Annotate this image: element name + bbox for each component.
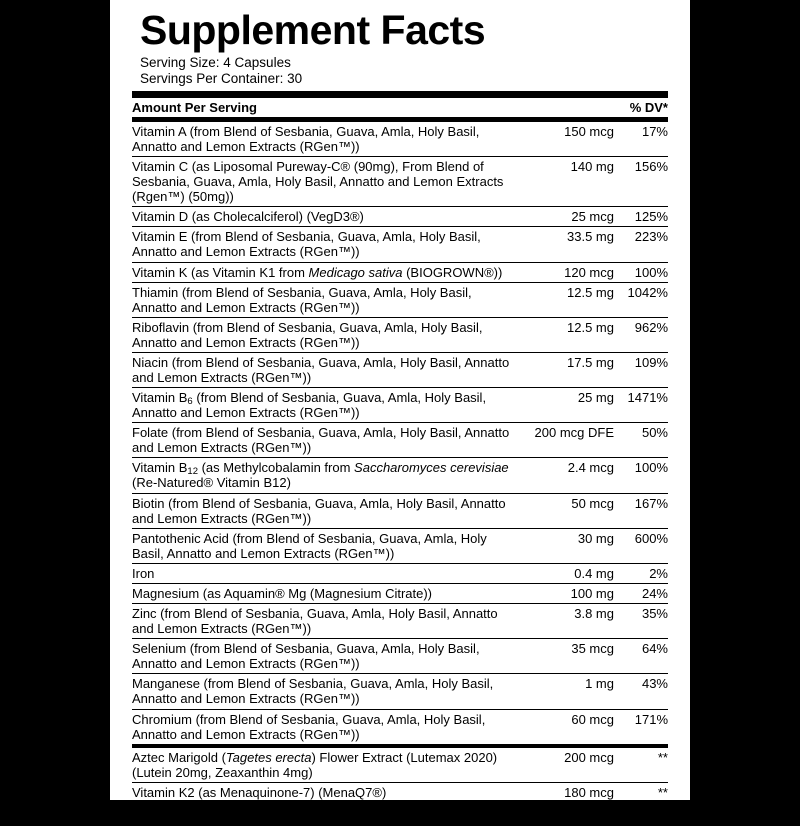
nutrient-daily-value: 35% <box>614 604 668 639</box>
nutrient-daily-value: 1042% <box>614 282 668 317</box>
nutrient-amount: 17.5 mg <box>514 352 614 387</box>
nutrient-name: Iron <box>132 563 514 583</box>
divider-medium-bottom <box>132 802 668 806</box>
nutrient-daily-value: 24% <box>614 583 668 603</box>
table-row <box>132 227 668 262</box>
nutrient-name: Magnesium (as Aquamin® Mg (Magnesium Citrate)) <box>132 583 514 603</box>
nutrient-amount: 150 mcg <box>514 122 614 157</box>
nutrient-daily-value: 171% <box>634 711 668 727</box>
nutrient-amount: 200 mcg DFE <box>514 423 614 458</box>
nutrient-daily-value: 600% <box>614 528 668 563</box>
nutrient-name: Manganese (from Blend of Sesbania, Guava, Amla, Holy Basil, Annatto and Lemon Extracts (RGen™)) <box>132 674 514 709</box>
nutrient-daily-value: 167% <box>614 493 668 528</box>
nutrient-name: Niacin (from Blend of Sesbania, Guava, Amla, Holy Basil, Annatto and Lemon Extracts (RGen™)) <box>132 352 514 387</box>
nutrient-amount: 180 mcg <box>564 784 614 800</box>
nutrient-amount: 60 mcg <box>571 711 614 727</box>
nutrient-amount: 35 mcg <box>514 639 614 674</box>
nutrient-name: Vitamin B6 (from Blend of Sesbania, Guava, Amla, Holy Basil, Annatto and Lemon Extracts (RGen™)) <box>132 388 514 423</box>
nutrient-amount: 33.5 mg <box>514 227 614 262</box>
footnote: **Daily Values not established. *Percent Daily Values (DV) are based on a 2000 calorie diet. <box>132 810 640 825</box>
nutrient-daily-value: 1471% <box>614 388 668 423</box>
servings-per-container: Servings Per Container: 30 <box>140 70 303 86</box>
nutrient-name: Vitamin D (as Cholecalciferol) (VegD3®) <box>132 207 514 227</box>
table-row <box>132 352 668 387</box>
nutrient-daily-value: 109% <box>614 352 668 387</box>
table-row <box>132 458 668 493</box>
dv-header: % DV* <box>614 98 668 118</box>
nutrient-name: Vitamin E (from Blend of Sesbania, Guava, Amla, Holy Basil, Annatto and Lemon Extracts (RGen™)) <box>132 227 514 262</box>
table-row <box>132 709 668 744</box>
nutrient-name: Biotin (from Blend of Sesbania, Guava, Amla, Holy Basil, Annatto and Lemon Extracts (RGen™)) <box>132 493 514 528</box>
nutrient-amount: 30 mg <box>514 528 614 563</box>
serving-size: Serving Size: 4 Capsules <box>140 55 291 70</box>
table-row <box>132 528 668 563</box>
table-row <box>132 262 668 282</box>
nutrient-name: Vitamin C (as Liposomal Pureway-C® (90mg), From Blend of Sesbania, Guava, Amla, Holy Basil, Annatto and Lemon Extracts (Rgen™) (50mg)) <box>132 157 514 207</box>
nutrient-amount: 0.4 mg <box>514 563 614 583</box>
nutrient-daily-value: 50% <box>614 423 668 458</box>
amount-per-serving-header: Amount Per Serving <box>132 98 514 118</box>
nutrient-name: Vitamin B12 (as Methylcobalamin from Saccharomyces cerevisiae (Re-Natured® Vitamin B12) <box>132 458 514 493</box>
nutrient-name: Selenium (from Blend of Sesbania, Guava, Amla, Holy Basil, Annatto and Lemon Extracts (RGen™)) <box>132 639 514 674</box>
nutrient-daily-value: ** <box>657 784 668 800</box>
table-row <box>132 282 668 317</box>
nutrient-rows-secondary <box>132 748 668 802</box>
nutrient-name: Riboflavin (from Blend of Sesbania, Guava, Amla, Holy Basil, Annatto and Lemon Extracts (RGen™)) <box>132 317 514 352</box>
nutrient-amount: 25 mg <box>514 388 614 423</box>
table-row <box>132 563 668 583</box>
nutrient-amount: 1 mg <box>514 674 614 709</box>
table-row <box>132 748 668 783</box>
nutrient-amount: 50 mcg <box>514 493 614 528</box>
nutrient-daily-value: 2% <box>614 563 668 583</box>
nutrient-table <box>132 98 668 118</box>
divider-thick-top <box>132 91 668 98</box>
nutrient-name: Vitamin K2 (as Menaquinone-7) (MenaQ7®) <box>132 784 387 800</box>
table-row <box>132 493 668 528</box>
supplement-facts-panel <box>110 0 690 825</box>
nutrient-daily-value: 100% <box>614 262 668 282</box>
amount-header-spacer <box>514 98 614 118</box>
nutrient-amount: 200 mcg <box>514 748 614 783</box>
nutrient-name: Vitamin K (as Vitamin K1 from Medicago sativa (BIOGROWN®)) <box>132 262 514 282</box>
table-row <box>132 122 668 157</box>
nutrient-name: Folate (from Blend of Sesbania, Guava, Amla, Holy Basil, Annatto and Lemon Extracts (RGen™)) <box>132 423 514 458</box>
page-title: Supplement Facts <box>140 7 486 53</box>
nutrient-name: Zinc (from Blend of Sesbania, Guava, Amla, Holy Basil, Annatto and Lemon Extracts (RGen™)) <box>132 604 514 639</box>
table-row <box>132 604 668 639</box>
nutrient-daily-value: 962% <box>614 317 668 352</box>
table-row <box>132 423 668 458</box>
table-row <box>132 782 668 802</box>
nutrient-name: Aztec Marigold (Tagetes erecta) Flower Extract (Lutemax 2020) (Lutein 20mg, Zeaxanthin 4mg) <box>132 748 514 783</box>
nutrient-name: Chromium (from Blend of Sesbania, Guava, Amla, Holy Basil, Annatto and Lemon Extracts (RGen™)) <box>132 711 486 742</box>
nutrient-amount: 2.4 mcg <box>514 458 614 493</box>
nutrient-amount: 12.5 mg <box>514 282 614 317</box>
nutrient-daily-value: 125% <box>614 207 668 227</box>
table-row <box>132 317 668 352</box>
nutrient-rows-primary <box>132 122 668 744</box>
nutrient-amount: 3.8 mg <box>514 604 614 639</box>
table-header-row <box>132 98 668 118</box>
nutrient-daily-value: 156% <box>614 157 668 207</box>
table-row <box>132 583 668 603</box>
nutrient-daily-value: 17% <box>614 122 668 157</box>
table-row <box>132 388 668 423</box>
nutrient-amount: 100 mg <box>514 583 614 603</box>
nutrient-name: Thiamin (from Blend of Sesbania, Guava, Amla, Holy Basil, Annatto and Lemon Extracts (RGen™)) <box>132 282 514 317</box>
serving-info <box>140 55 678 87</box>
nutrient-name: Pantothenic Acid (from Blend of Sesbania, Guava, Amla, Holy Basil, Annatto and Lemon Extracts (RGen™)) <box>132 528 514 563</box>
table-row <box>132 674 668 709</box>
nutrient-daily-value: 223% <box>614 227 668 262</box>
nutrient-amount: 12.5 mg <box>514 317 614 352</box>
table-row <box>132 639 668 674</box>
nutrient-amount: 140 mg <box>514 157 614 207</box>
table-row <box>132 207 668 227</box>
nutrient-amount: 120 mcg <box>514 262 614 282</box>
nutrient-daily-value: 43% <box>614 674 668 709</box>
nutrient-amount: 25 mcg <box>514 207 614 227</box>
table-row <box>132 157 668 207</box>
nutrient-daily-value: 100% <box>614 458 668 493</box>
nutrient-daily-value: ** <box>614 748 668 783</box>
nutrient-daily-value: 64% <box>614 639 668 674</box>
nutrient-name: Vitamin A (from Blend of Sesbania, Guava, Amla, Holy Basil, Annatto and Lemon Extracts (RGen™)) <box>132 122 514 157</box>
